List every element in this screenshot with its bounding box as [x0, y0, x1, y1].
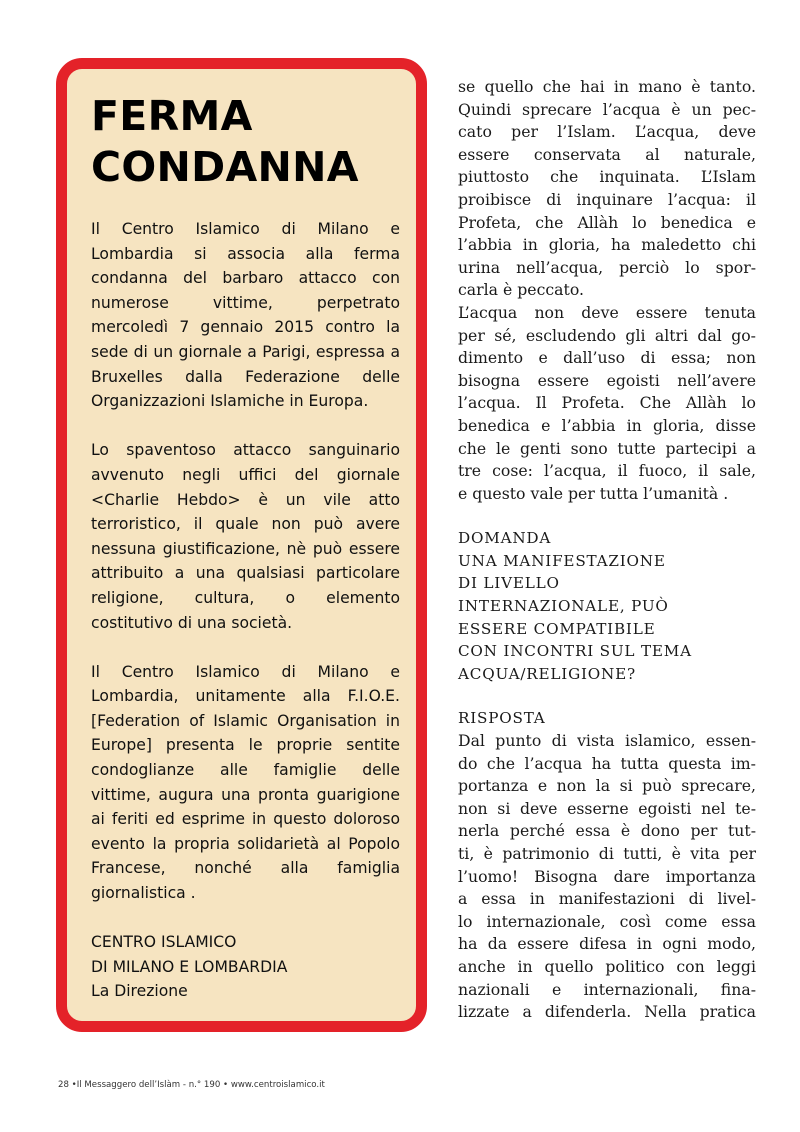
text-line: ti, è patrimonio di tutti, è vita per — [458, 844, 756, 863]
statement-paragraph-2: Lo spaventoso attacco sanguinario avvenuto negli uffici del giornale <Charlie Hebdo> è un vile atto terroristico, il quale non può avere nessuna giustificazione, nè può essere attribuito a una qualsiasi particolare religione, cultura, o elemento costitutivo di una società. — [91, 441, 400, 632]
text-line: ha da essere difesa in ogni modo, — [458, 934, 756, 954]
signature-line-2: DI MILANO E LOMBARDIA — [91, 957, 288, 976]
statement-signature — [91, 930, 400, 1004]
text-line: l’abbia in gloria, ha maledetto chi — [458, 235, 756, 255]
text-line: benedica e l’abbia in gloria, disse — [458, 415, 756, 435]
text-line: tre cose: l’acqua, il fuoco, il sale, — [458, 461, 756, 481]
question-line: INTERNAZIONALE, PUÒ — [458, 597, 669, 616]
text-line: nazionali e internazionali, fina- — [458, 979, 756, 999]
text-line: essere conservata al naturale, — [458, 144, 756, 164]
title-line-1: FERMA — [91, 92, 253, 140]
text-line: carla è peccato. — [458, 280, 584, 300]
answer-heading: RISPOSTA — [458, 709, 546, 728]
question-line: UNA MANIFESTAZIONE — [458, 551, 666, 570]
text-line: nerla perché essa è dono per tut- — [458, 821, 756, 841]
statement-paragraph-3: Il Centro Islamico di Milano e Lombardia, unitamente alla F.I.O.E. [Federation of Islamic Organisation in Europe] presenta le proprie sentite condoglianze alle famiglie delle vittime, augura una pronta guarigione ai feriti ed esprime in questo doloroso evento la propria solidarietà al Popolo Francese, nonché alla famiglia giornalistica . — [91, 662, 400, 903]
statement-box — [56, 58, 427, 1032]
text-line: proibisce di inquinare l’acqua: il — [458, 189, 756, 209]
text-line: se quello che hai in mano è tanto. — [458, 77, 756, 96]
text-line: Quindi sprecare l’acqua è un pec- — [458, 99, 756, 119]
text-line: Profeta, che Allàh lo benedica e — [458, 212, 756, 232]
text-line: anche in quello politico con leggi — [458, 956, 756, 976]
text-line: cato per l’Islam. L’acqua, deve — [458, 122, 756, 142]
signature-line-3: La Direzione — [91, 982, 188, 1001]
question-line: ACQUA/RELIGIONE? — [458, 664, 636, 683]
statement-box-content — [91, 91, 400, 1004]
question-line: DOMANDA — [458, 529, 552, 548]
text-line: piuttosto che inquinata. L’Islam — [458, 167, 756, 187]
text-line: a essa in manifestazioni di livel- — [458, 889, 756, 909]
text-line: urina nell’acqua, perciò lo spor- — [458, 257, 756, 277]
text-line: bisogna essere egoisti nell’avere — [458, 370, 756, 390]
text-line: che le genti sono tutte partecipi a — [458, 438, 756, 458]
text-line: portanza e non la si può sprecare, — [458, 776, 756, 796]
title-line-2: CONDANNA — [91, 143, 359, 191]
article-paragraph-1 — [458, 76, 756, 302]
text-line: lo internazionale, così come essa — [458, 911, 756, 931]
text-line: lizzate a difenderla. Nella pratica — [458, 1002, 756, 1022]
statement-title — [91, 91, 400, 193]
signature-line-1: CENTRO ISLAMICO — [91, 933, 237, 952]
text-line: do che l’acqua ha tutta questa im- — [458, 753, 756, 773]
question-line: DI LIVELLO — [458, 574, 560, 593]
article-column — [458, 76, 756, 1024]
question-line: ESSERE COMPATIBILE — [458, 619, 656, 638]
text-line: e questo vale per tutta l’umanità . — [458, 483, 729, 503]
statement-paragraph-1: Il Centro Islamico di Milano e Lombardia si associa alla ferma condanna del barbaro attacco con numerose vittime, perpetrato mercoledì 7 gennaio 2015 contro la sede di un giornale a Parigi, espressa a Bruxelles dalla Federazione delle Organizzazioni Islamiche in Europa. — [91, 220, 400, 411]
question-line: CON INCONTRI SUL TEMA — [458, 642, 692, 661]
text-line: non si deve esserne egoisti nel te- — [458, 798, 756, 818]
question-heading — [458, 527, 756, 685]
text-line: per sé, escludendo gli altri dal go- — [458, 325, 756, 345]
answer-paragraph — [458, 730, 756, 1024]
page-footer: 28 •Il Messaggero dell’Islàm - n.° 190 • www.centroislamico.it — [58, 1080, 325, 1090]
text-line: L’acqua non deve essere tenuta — [458, 302, 756, 322]
text-line: Dal punto di vista islamico, essen- — [458, 731, 756, 751]
text-line: l’uomo! Bisogna dare importanza — [458, 866, 756, 886]
text-line: l’acqua. Il Profeta. Che Allàh lo — [458, 393, 756, 413]
article-paragraph-2 — [458, 302, 756, 505]
text-line: dimento e dall’uso di essa; non — [458, 348, 756, 368]
